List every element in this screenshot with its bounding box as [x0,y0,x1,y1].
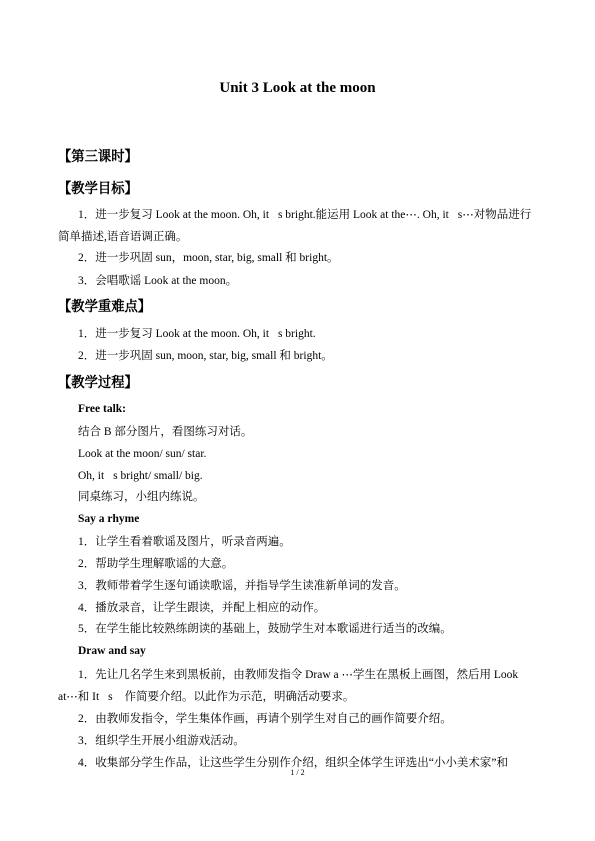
objective-line: 简单描述,语音语调正确。 [58,231,188,243]
draw-say-line: 3．组织学生开展小组游戏活动。 [78,735,245,747]
heading-lesson: 【第三课时】 [58,149,138,165]
say-rhyme-line: 4．播放录音，让学生跟读，并配上相应的动作。 [78,602,326,614]
free-talk-line: Oh, it s bright/ small/ big. [78,470,203,482]
say-rhyme-line: 3．教师带着学生逐句诵读歌谣，并指导学生读准新单词的发音。 [78,580,406,592]
free-talk-label: Free talk: [78,403,127,415]
key-point-line: 2．进一步巩固 sun, moon, star, big, small 和 bright。 [78,350,333,362]
say-rhyme-label: Say a rhyme [78,513,140,525]
objective-line: 1．进一步复习 Look at the moon. Oh, it s bright.能运用 Look at the⋯. Oh, it s⋯对物品进行 [78,209,532,221]
say-rhyme-line: 1．让学生看着歌谣及图片，听录音两遍。 [78,536,291,548]
heading-process: 【教学过程】 [58,375,138,391]
say-rhyme-line: 2．帮助学生理解歌谣的大意。 [78,558,234,570]
key-point-line: 1．进一步复习 Look at the moon. Oh, it s bright. [78,328,316,340]
draw-say-line: at⋯和 It s ⋯作简要介绍。以此作为示范，明确活动要求。 [58,691,355,703]
document-title: Unit 3 Look at the moon [219,80,376,96]
draw-say-label: Draw and say [78,645,146,657]
draw-say-line: 2．由教师发指令，学生集体作画，再请个别学生对自己的画作简要介绍。 [78,713,452,725]
objective-line: 2．进一步巩固 sun，moon, star, big, small 和 bright。 [78,252,339,264]
page-number: 1 / 2 [290,768,305,777]
heading-objectives: 【教学目标】 [58,181,138,197]
free-talk-line: 同桌练习，小组内练说。 [78,491,205,503]
objective-line: 3．会唱歌谣 Look at the moon。 [78,275,238,287]
draw-say-line: 4．收集部分学生作品，让这些学生分别作介绍，组织全体学生评选出“小小美术家”和 [78,757,508,769]
free-talk-line: 结合 B 部分图片，看图练习对话。 [78,426,253,438]
say-rhyme-line: 5．在学生能比较熟练朗读的基础上，鼓励学生对本歌谣进行适当的改编。 [78,623,452,635]
heading-key-points: 【教学重难点】 [58,299,152,315]
draw-say-line: 1．先让几名学生来到黑板前，由教师发指令 Draw a ⋯学生在黑板上画图，然后用 Look [78,669,519,681]
free-talk-line: Look at the moon/ sun/ star. [78,448,207,460]
